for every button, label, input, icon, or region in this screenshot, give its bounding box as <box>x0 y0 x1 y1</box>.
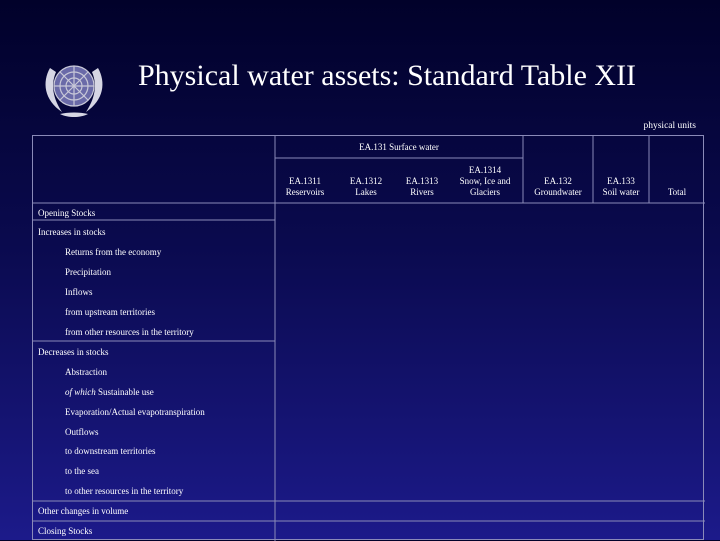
row-label-from-other-resources: from other resources in the territory <box>65 327 194 337</box>
column-code: EA.1311 <box>289 176 321 186</box>
column-header-groundwater <box>523 176 593 198</box>
un-emblem-icon <box>36 54 112 122</box>
column-header-soil-water <box>593 176 649 198</box>
column-header-reservoirs <box>275 176 335 198</box>
row-label-to-the-sea: to the sea <box>65 466 99 476</box>
column-code: EA.1312 <box>349 176 383 186</box>
row-label-sustainable-use <box>65 387 154 398</box>
column-name: Reservoirs <box>285 187 325 197</box>
row-label-returns-from-economy: Returns from the economy <box>65 247 162 257</box>
row-label-evaporation: Evaporation/Actual evapotranspiration <box>65 407 205 417</box>
column-code: EA.132 <box>544 176 572 186</box>
row-label-to-other-resources: to other resources in the territory <box>65 486 184 496</box>
row-label-increases-in-stocks: Increases in stocks <box>38 227 106 237</box>
column-header-rivers <box>397 176 447 198</box>
column-name: Total <box>667 187 687 197</box>
column-name: Snow, Ice and Glaciers <box>459 176 511 197</box>
column-code: EA.133 <box>607 176 635 186</box>
row-label-outflows: Outflows <box>65 427 99 437</box>
units-label: physical units <box>643 121 696 131</box>
row-label-abstraction: Abstraction <box>65 367 107 377</box>
italic-prefix: of which <box>65 387 96 397</box>
row-label-text: Sustainable use <box>98 387 154 397</box>
column-code: EA.1313 <box>405 176 439 186</box>
row-label-from-upstream: from upstream territories <box>65 307 155 317</box>
row-label-opening-stocks: Opening Stocks <box>38 208 96 218</box>
water-assets-table <box>32 135 704 540</box>
group-header-surface-water: EA.131 Surface water <box>359 142 439 152</box>
row-label-precipitation: Precipitation <box>65 267 111 277</box>
row-label-closing-stocks: Closing Stocks <box>38 526 93 536</box>
column-code: EA.1314 <box>468 165 502 175</box>
column-header-snow-ice-glaciers <box>447 165 523 198</box>
un-emblem-logo <box>36 54 112 122</box>
column-header-lakes <box>335 176 397 198</box>
row-label-decreases-in-stocks: Decreases in stocks <box>38 347 109 357</box>
page-title: Physical water assets: Standard Table XII <box>138 59 637 92</box>
column-name: Rivers <box>410 187 434 197</box>
column-name: Groundwater <box>534 187 582 197</box>
row-label-other-changes: Other changes in volume <box>38 506 129 516</box>
column-name: Lakes <box>355 187 377 197</box>
column-name: Soil water <box>602 187 640 197</box>
row-label-inflows: Inflows <box>65 287 93 297</box>
row-label-to-downstream: to downstream territories <box>65 446 156 456</box>
column-header-total <box>649 187 705 198</box>
